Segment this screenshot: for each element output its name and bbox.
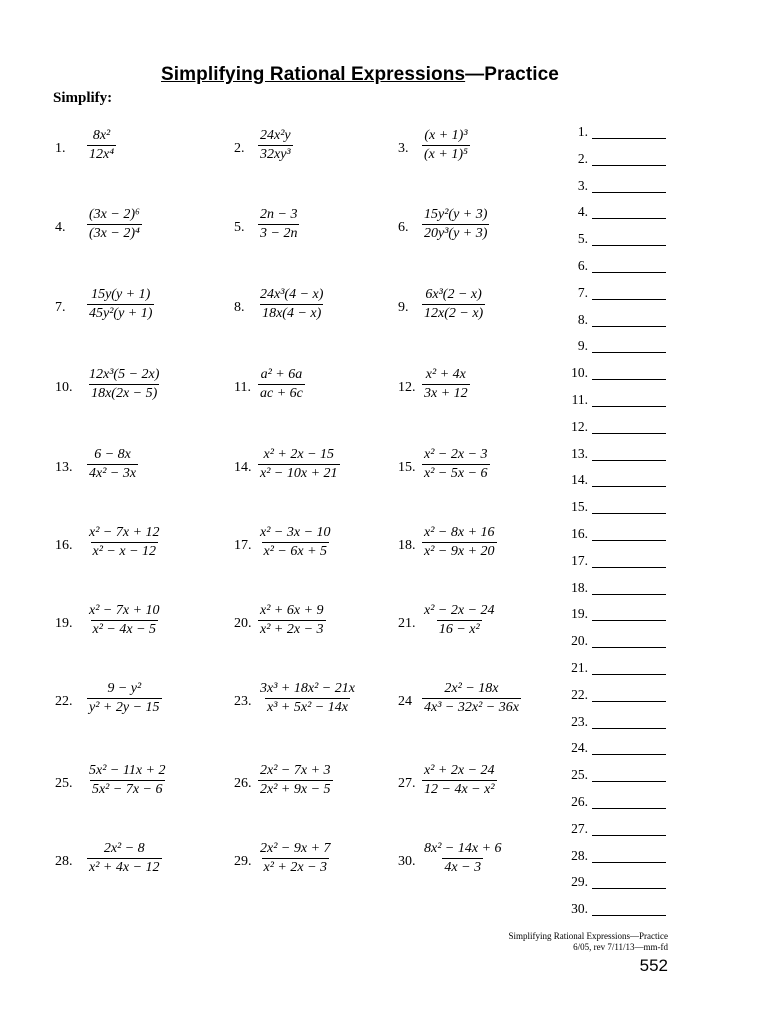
- answer-number: 16.: [571, 526, 588, 541]
- answer-blank[interactable]: [592, 379, 666, 380]
- numerator: 2n − 3: [260, 207, 298, 222]
- answer-blank[interactable]: [592, 165, 666, 166]
- fraction: [258, 762, 333, 799]
- answer-number: 17.: [571, 552, 588, 568]
- problem-number: 5.: [234, 220, 245, 235]
- problem-27: [398, 762, 558, 814]
- problem-number: 2.: [234, 141, 245, 156]
- answer-number: 26.: [571, 794, 588, 809]
- fraction: [422, 366, 470, 403]
- numerator: 2x² − 18x: [444, 681, 499, 696]
- denominator: (3x − 2)⁴: [89, 226, 140, 241]
- answer-number: 22.: [571, 686, 588, 702]
- answer-number: 27.: [571, 820, 588, 836]
- denominator: (x + 1)⁵: [424, 147, 468, 162]
- numerator: (x + 1)³: [424, 128, 468, 143]
- answer-number: 28.: [571, 847, 588, 863]
- problem-number: 21.: [398, 616, 416, 631]
- answer-blank[interactable]: [592, 192, 666, 193]
- problem-number: 17.: [234, 538, 252, 553]
- answer-blank[interactable]: [592, 326, 666, 327]
- answer-row-18: [540, 580, 670, 598]
- numerator: 9 − y²: [107, 681, 142, 696]
- fraction: [87, 840, 162, 877]
- answer-number: 8.: [577, 311, 588, 327]
- problem-8: [234, 286, 394, 338]
- denominator: ac + 6c: [260, 386, 303, 401]
- problem-number: 6.: [398, 220, 409, 235]
- answer-blank[interactable]: [592, 674, 666, 675]
- problem-number: 14.: [234, 460, 252, 475]
- denominator: 18x(2x − 5): [91, 386, 158, 401]
- problem-number: 22.: [55, 694, 73, 709]
- instruction: Simplify:: [53, 90, 113, 106]
- problem-number: 15.: [398, 460, 416, 475]
- problem-28: [55, 840, 215, 892]
- answer-blank[interactable]: [592, 567, 666, 568]
- denominator: 12x(2 − x): [424, 306, 484, 321]
- numerator: x² − 8x + 16: [424, 525, 495, 540]
- answer-number: 5.: [577, 231, 588, 247]
- denominator: 18x(4 − x): [262, 306, 322, 321]
- problem-number: 8.: [234, 300, 245, 315]
- fraction: [258, 286, 325, 323]
- denominator: 12x⁴: [89, 147, 115, 162]
- answer-blank[interactable]: [592, 299, 666, 300]
- problem-17: [234, 524, 394, 576]
- problem-number: 12.: [398, 380, 416, 395]
- problem-12: [398, 366, 558, 418]
- problem-23: [234, 680, 394, 732]
- denominator: x² + 2x − 3: [260, 622, 324, 637]
- fraction: [258, 524, 333, 561]
- numerator: 8x² − 14x + 6: [424, 841, 502, 856]
- denominator: y² + 2y − 15: [89, 700, 160, 715]
- footer-title: Simplifying Rational Expressions—Practice: [508, 931, 668, 941]
- answer-number: 11.: [571, 392, 588, 407]
- problem-number: 16.: [55, 538, 73, 553]
- answer-row-5: [540, 231, 670, 249]
- problem-15: [398, 446, 558, 498]
- answer-blank[interactable]: [592, 433, 666, 434]
- answer-row-8: [540, 312, 670, 330]
- numerator: x² + 2x − 15: [263, 447, 335, 462]
- answer-blank[interactable]: [592, 513, 666, 514]
- answer-blank[interactable]: [592, 808, 666, 809]
- numerator: a² + 6a: [260, 367, 303, 382]
- problem-number: 11.: [234, 380, 251, 395]
- problem-9: [398, 286, 558, 338]
- problem-number: 27.: [398, 776, 416, 791]
- answer-blank[interactable]: [592, 406, 666, 407]
- answer-number: 21.: [571, 660, 588, 675]
- problem-21: [398, 602, 558, 654]
- answer-row-24: [540, 740, 670, 758]
- answer-number: 30.: [571, 901, 588, 917]
- answer-blank[interactable]: [592, 460, 666, 461]
- answer-number: 4.: [577, 204, 588, 220]
- answer-row-15: [540, 499, 670, 517]
- problem-2: [234, 127, 394, 179]
- answer-blank[interactable]: [592, 781, 666, 782]
- fraction: [87, 524, 162, 561]
- fraction: [87, 366, 161, 403]
- problem-number: 29.: [234, 854, 252, 869]
- answer-row-10: [540, 365, 670, 383]
- numerator: 24x²y: [260, 128, 291, 143]
- problem-number: 18.: [398, 538, 416, 553]
- problem-14: [234, 446, 394, 498]
- problem-number: 23.: [234, 694, 252, 709]
- problem-6: [398, 206, 558, 258]
- answer-row-22: [540, 687, 670, 705]
- answer-number: 18.: [571, 579, 588, 595]
- problem-number: 30.: [398, 854, 416, 869]
- answer-number: 3.: [577, 177, 588, 193]
- fraction: [422, 524, 497, 561]
- answer-blank[interactable]: [592, 352, 666, 353]
- answer-blank[interactable]: [592, 540, 666, 541]
- denominator: x³ + 5x² − 14x: [267, 700, 348, 715]
- problem-22: [55, 680, 215, 732]
- denominator: x² + 4x − 12: [89, 860, 160, 875]
- answer-blank[interactable]: [592, 620, 666, 621]
- numerator: x² + 2x − 24: [424, 763, 495, 778]
- answer-number: 10.: [571, 365, 588, 381]
- numerator: 2x² − 8: [103, 841, 145, 856]
- numerator: 6x³(2 − x): [425, 287, 482, 302]
- denominator: 2x² + 9x − 5: [260, 782, 331, 797]
- title-main: Simplifying Rational Expressions: [161, 64, 466, 85]
- problem-25: [55, 762, 215, 814]
- denominator: 4x³ − 32x² − 36x: [424, 700, 519, 715]
- problem-5: [234, 206, 394, 258]
- denominator: x² − 9x + 20: [424, 544, 495, 559]
- title-rest: —Practice: [465, 64, 559, 85]
- numerator: 6 − 8x: [94, 447, 131, 462]
- answer-number: 23.: [571, 713, 588, 729]
- answer-row-21: [540, 660, 670, 678]
- footer: [509, 931, 668, 953]
- denominator: x² − 10x + 21: [260, 466, 338, 481]
- answer-row-29: [540, 874, 670, 892]
- numerator: 15y(y + 1): [91, 287, 151, 302]
- denominator: 20y³(y + 3): [424, 226, 488, 241]
- problem-number: 10.: [55, 380, 73, 395]
- problem-19: [55, 602, 215, 654]
- footer-revision: 6/05, rev 7/11/13—mm-fd: [573, 942, 668, 952]
- problem-number: 28.: [55, 854, 73, 869]
- denominator: x² − x − 12: [92, 544, 157, 559]
- answer-row-2: [540, 151, 670, 169]
- answer-number: 19.: [571, 606, 588, 622]
- numerator: 5x² − 11x + 2: [89, 763, 166, 778]
- answer-blank[interactable]: [592, 245, 666, 246]
- problem-number: 3.: [398, 141, 409, 156]
- answer-number: 13.: [571, 445, 588, 461]
- answer-row-26: [540, 794, 670, 812]
- problem-11: [234, 366, 394, 418]
- answer-number: 9.: [577, 338, 588, 354]
- answer-row-14: [540, 472, 670, 490]
- answer-number: 7.: [577, 284, 588, 300]
- denominator: x² + 2x − 3: [263, 860, 328, 875]
- answer-number: 1.: [577, 124, 588, 139]
- answer-blank[interactable]: [592, 594, 666, 595]
- answer-row-6: [540, 258, 670, 276]
- answer-blank[interactable]: [592, 888, 666, 889]
- answer-row-12: [540, 419, 670, 437]
- numerator: 24x³(4 − x): [260, 287, 324, 302]
- answer-blank[interactable]: [592, 835, 666, 836]
- answer-number: 12.: [571, 418, 588, 434]
- answer-number: 14.: [571, 472, 588, 488]
- answer-number: 15.: [571, 499, 588, 515]
- answer-blank[interactable]: [592, 218, 666, 219]
- numerator: x² − 7x + 10: [89, 603, 160, 618]
- numerator: 15y²(y + 3): [424, 207, 488, 222]
- problem-number: 19.: [55, 616, 73, 631]
- answer-blank[interactable]: [592, 701, 666, 702]
- fraction: [258, 680, 357, 717]
- problem-number: 24: [398, 694, 412, 709]
- denominator: 4x² − 3x: [89, 466, 137, 481]
- answer-row-3: [540, 178, 670, 196]
- denominator: 4x − 3: [444, 860, 482, 875]
- answer-number: 20.: [571, 633, 588, 649]
- fraction: [422, 840, 504, 877]
- fraction: [422, 127, 470, 164]
- page-title: [0, 64, 720, 86]
- denominator: 3x + 12: [424, 386, 468, 401]
- answer-row-13: [540, 446, 670, 464]
- numerator: (3x − 2)⁶: [89, 207, 140, 222]
- numerator: x² − 2x − 24: [424, 603, 495, 618]
- problem-13: [55, 446, 215, 498]
- fraction: [87, 286, 154, 323]
- answer-row-27: [540, 821, 670, 839]
- answer-row-17: [540, 553, 670, 571]
- answer-row-19: [540, 606, 670, 624]
- denominator: x² − 5x − 6: [424, 466, 488, 481]
- fraction: [258, 127, 293, 164]
- fraction: [87, 680, 162, 717]
- problem-4: [55, 206, 215, 258]
- answer-row-28: [540, 848, 670, 866]
- problem-26: [234, 762, 394, 814]
- fraction: [87, 602, 162, 639]
- numerator: 12x³(5 − 2x): [89, 367, 160, 382]
- answer-row-23: [540, 714, 670, 732]
- denominator: x² − 4x − 5: [92, 622, 157, 637]
- fraction: [422, 602, 497, 639]
- fraction: [258, 366, 305, 403]
- fraction: [87, 206, 142, 243]
- fraction: [258, 446, 340, 483]
- answer-blank[interactable]: [592, 862, 666, 863]
- problem-29: [234, 840, 394, 892]
- problem-number: 1.: [55, 141, 66, 156]
- problem-number: 25.: [55, 776, 73, 791]
- problem-7: [55, 286, 215, 338]
- answer-blank[interactable]: [592, 486, 666, 487]
- answer-blank[interactable]: [592, 272, 666, 273]
- problem-3: [398, 127, 558, 179]
- problem-number: 7.: [55, 300, 66, 315]
- denominator: 3 − 2n: [260, 226, 298, 241]
- problem-16: [55, 524, 215, 576]
- answer-row-20: [540, 633, 670, 651]
- problem-1: [55, 127, 215, 179]
- fraction: [258, 602, 326, 639]
- problem-10: [55, 366, 215, 418]
- numerator: x² + 6x + 9: [260, 603, 324, 618]
- fraction: [422, 286, 485, 323]
- answer-blank[interactable]: [592, 728, 666, 729]
- fraction: [422, 680, 521, 717]
- problem-number: 20.: [234, 616, 252, 631]
- fraction: [258, 840, 333, 877]
- denominator: 45y²(y + 1): [89, 306, 153, 321]
- problem-number: 13.: [55, 460, 73, 475]
- fraction: [422, 446, 490, 483]
- answer-row-11: [540, 392, 670, 410]
- fraction: [87, 127, 116, 164]
- answer-row-30: [540, 901, 670, 919]
- answer-number: 2.: [577, 150, 588, 166]
- fraction: [422, 206, 489, 243]
- denominator: 16 − x²: [438, 622, 480, 637]
- fraction: [422, 762, 497, 799]
- numerator: x² − 3x − 10: [260, 525, 331, 540]
- answer-number: 24.: [571, 740, 588, 756]
- answer-row-9: [540, 338, 670, 356]
- answer-row-4: [540, 204, 670, 222]
- answer-row-1: [540, 124, 670, 142]
- problem-number: 9.: [398, 300, 409, 315]
- answer-blank[interactable]: [592, 138, 666, 139]
- problem-18: [398, 524, 558, 576]
- problem-24: [398, 680, 558, 732]
- answer-number: 6.: [577, 258, 588, 273]
- denominator: 5x² − 7x − 6: [91, 782, 163, 797]
- numerator: 2x² − 7x + 3: [260, 763, 331, 778]
- denominator: 32xy³: [260, 147, 291, 162]
- problem-number: 4.: [55, 220, 66, 235]
- denominator: 12 − 4x − x²: [424, 782, 495, 797]
- answer-row-25: [540, 767, 670, 785]
- answer-number: 25.: [571, 767, 588, 783]
- answer-blank[interactable]: [592, 915, 666, 916]
- answer-row-16: [540, 526, 670, 544]
- fraction: [87, 762, 167, 799]
- numerator: 3x³ + 18x² − 21x: [260, 681, 355, 696]
- numerator: x² − 7x + 12: [89, 525, 160, 540]
- numerator: x² + 4x: [425, 367, 466, 382]
- answer-number: 29.: [571, 874, 588, 890]
- problem-30: [398, 840, 558, 892]
- page-number: 552: [639, 956, 668, 975]
- numerator: x² − 2x − 3: [424, 447, 488, 462]
- answer-blank[interactable]: [592, 754, 666, 755]
- problem-20: [234, 602, 394, 654]
- denominator: x² − 6x + 5: [263, 544, 328, 559]
- numerator: 8x²: [92, 128, 111, 143]
- problem-number: 26.: [234, 776, 252, 791]
- fraction: [258, 206, 299, 243]
- answer-row-7: [540, 285, 670, 303]
- answer-blank[interactable]: [592, 647, 666, 648]
- numerator: 2x² − 9x + 7: [260, 841, 331, 856]
- fraction: [87, 446, 138, 483]
